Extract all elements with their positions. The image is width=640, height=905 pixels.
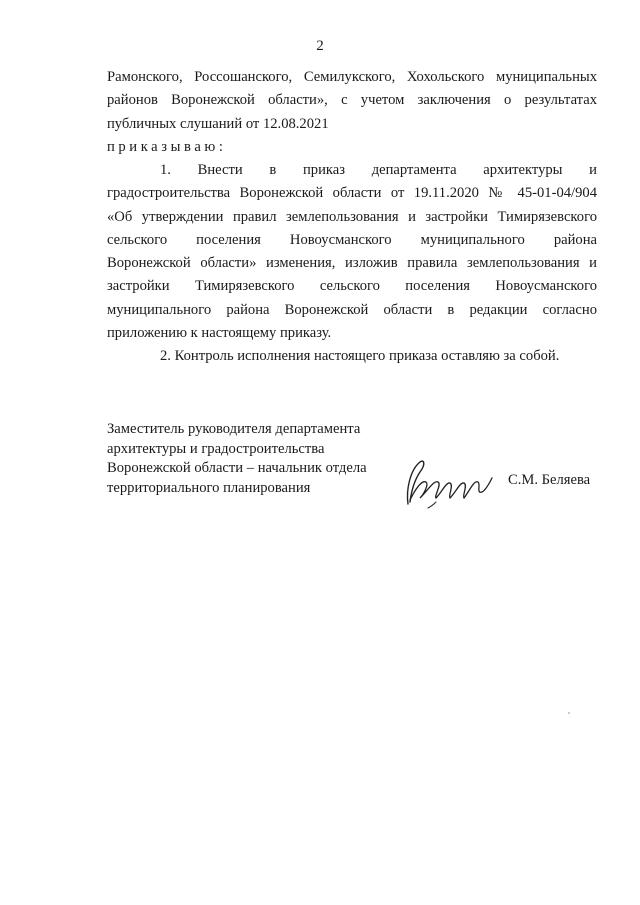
- item1-line-2: градостроительства Воронежской области от 19.11.2020 № 45-01-04/904: [107, 185, 597, 202]
- item2-line-1: 2. Контроль исполнения настоящего приказа оставляю за собой.: [160, 348, 560, 364]
- page-number: 2: [316, 38, 324, 54]
- intro-line-3: публичных слушаний от 12.08.2021: [107, 115, 329, 132]
- scan-speck: [568, 712, 570, 714]
- signatory-position: [107, 420, 387, 498]
- position-line-2: архитектуры и градостроительства: [107, 440, 325, 457]
- order-item-2: [107, 345, 597, 368]
- item1-line-8: приложению к настоящему приказу.: [107, 325, 332, 342]
- position-line-3: Воронежской области – начальник отдела: [107, 460, 367, 476]
- position-line-4: территориального планирования: [107, 479, 311, 496]
- order-word: приказываю:: [107, 138, 227, 155]
- intro-line-2: районов Воронежской области», с учетом заключения о результатах: [107, 92, 597, 109]
- item1-line-3: «Об утверждении правил землепользования и застройки Тимирязевского: [107, 208, 597, 225]
- position-line-1: Заместитель руководителя департамента: [107, 421, 361, 437]
- signatory-name: С.М. Беляева: [508, 472, 591, 488]
- handwritten-signature: [398, 452, 498, 512]
- item1-line-1: 1. Внести в приказ департамента архитектуры и: [160, 162, 597, 178]
- item1-line-4: сельского поселения Новоусманского муниципального района: [107, 231, 597, 248]
- item1-line-5: Воронежской области» изменения, изложив правила землепользования и: [107, 255, 597, 272]
- intro-paragraph: [107, 66, 597, 159]
- order-item-1: [107, 159, 597, 345]
- intro-line-1: Рамонского, Россошанского, Семилукского, Хохольского муниципальных: [107, 69, 597, 85]
- item1-line-7: муниципального района Воронежской области в редакции согласно: [107, 301, 597, 318]
- item1-line-6: застройки Тимирязевского сельского поселения Новоусманского: [107, 278, 597, 295]
